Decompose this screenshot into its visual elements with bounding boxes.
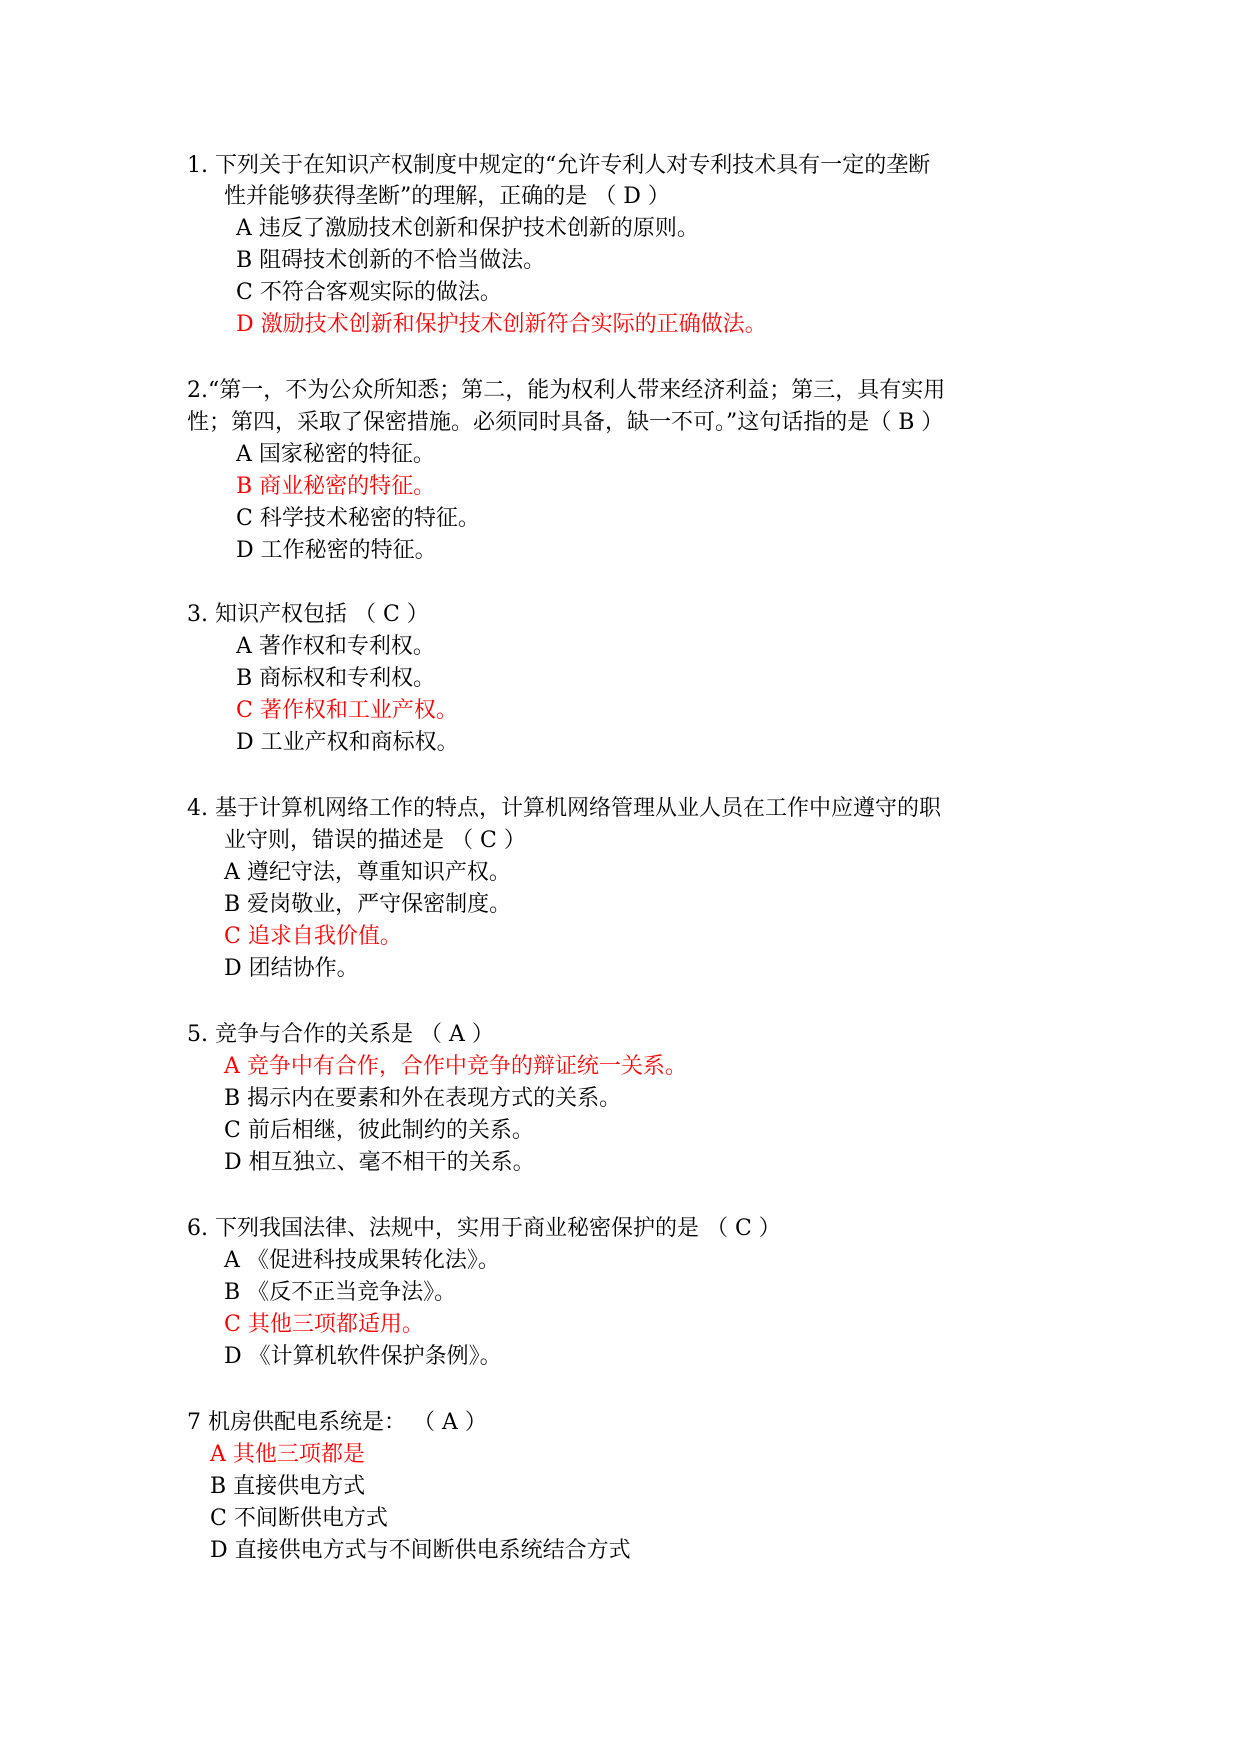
question-2-option-d: D 工作秘密的特征。 [236, 538, 437, 563]
question-5-option-b: B 揭示内在要素和外在表现方式的关系。 [224, 1086, 622, 1111]
question-4-option-a: A 遵纪守法，尊重知识产权。 [224, 860, 511, 885]
question-2-option-c: C 科学技术秘密的特征。 [236, 506, 480, 531]
question-1-stem-line-2: 性并能够获得垄断”的理解，正确的是 （ D ） [224, 184, 670, 209]
question-3-option-a: A 著作权和专利权。 [236, 634, 435, 659]
question-4-option-c-correct: C 追求自我价值。 [224, 924, 402, 949]
question-2-option-a: A 国家秘密的特征。 [236, 442, 435, 467]
question-2-stem-line-1: 2.“第一，不为公众所知悉；第二，能为权利人带来经济利益；第三，具有实用 [187, 378, 946, 403]
question-4-stem-line-2: 业守则，错误的描述是 （ C ） [224, 828, 526, 853]
question-3-option-b: B 商标权和专利权。 [236, 666, 436, 691]
question-5-stem: 5. 竞争与合作的关系是 （ A ） [187, 1022, 494, 1047]
question-6-option-b: B 《反不正当竞争法》。 [224, 1280, 457, 1305]
question-5-option-d: D 相互独立、毫不相干的关系。 [224, 1150, 535, 1175]
question-5-option-a-correct: A 竞争中有合作，合作中竞争的辩证统一关系。 [224, 1054, 687, 1079]
question-1-option-a: A 违反了激励技术创新和保护技术创新的原则。 [236, 216, 699, 241]
question-2-stem-line-2: 性；第四，采取了保密措施。必须同时具备，缺一不可。”这句话指的是（ B ） [187, 410, 944, 435]
question-7-option-a-correct: A 其他三项都是 [210, 1442, 365, 1467]
question-4-option-d: D 团结协作。 [224, 956, 359, 981]
question-7-option-d: D 直接供电方式与不间断供电系统结合方式 [210, 1538, 631, 1563]
question-5-option-c: C 前后相继，彼此制约的关系。 [224, 1118, 534, 1143]
question-1-option-c: C 不符合客观实际的做法。 [236, 280, 502, 305]
question-1-stem-line-1: 1. 下列关于在知识产权制度中规定的“允许专利人对专利技术具有一定的垄断 [187, 153, 931, 178]
question-4-stem-line-1: 4. 基于计算机网络工作的特点，计算机网络管理从业人员在工作中应遵守的职 [187, 796, 941, 821]
question-7-option-b: B 直接供电方式 [210, 1474, 366, 1499]
question-4-option-b: B 爱岗敬业，严守保密制度。 [224, 892, 512, 917]
question-1-option-d-correct: D 激励技术创新和保护技术创新符合实际的正确做法。 [236, 312, 767, 337]
question-6-stem: 6. 下列我国法律、法规中，实用于商业秘密保护的是 （ C ） [187, 1216, 781, 1241]
question-3-option-d: D 工业产权和商标权。 [236, 730, 459, 755]
question-6-option-a: A 《促进科技成果转化法》。 [224, 1248, 500, 1273]
question-7-option-c: C 不间断供电方式 [210, 1506, 388, 1531]
question-6-option-d: D 《计算机软件保护条例》。 [224, 1344, 502, 1369]
question-1-option-b: B 阻碍技术创新的不恰当做法。 [236, 248, 546, 273]
question-6-option-c-correct: C 其他三项都适用。 [224, 1312, 424, 1337]
question-2-option-b-correct: B 商业秘密的特征。 [236, 474, 436, 499]
question-7-stem: 7 机房供配电系统是： （ A ） [187, 1410, 487, 1435]
question-3-option-c-correct: C 著作权和工业产权。 [236, 698, 458, 723]
question-3-stem: 3. 知识产权包括 （ C ） [187, 602, 429, 627]
